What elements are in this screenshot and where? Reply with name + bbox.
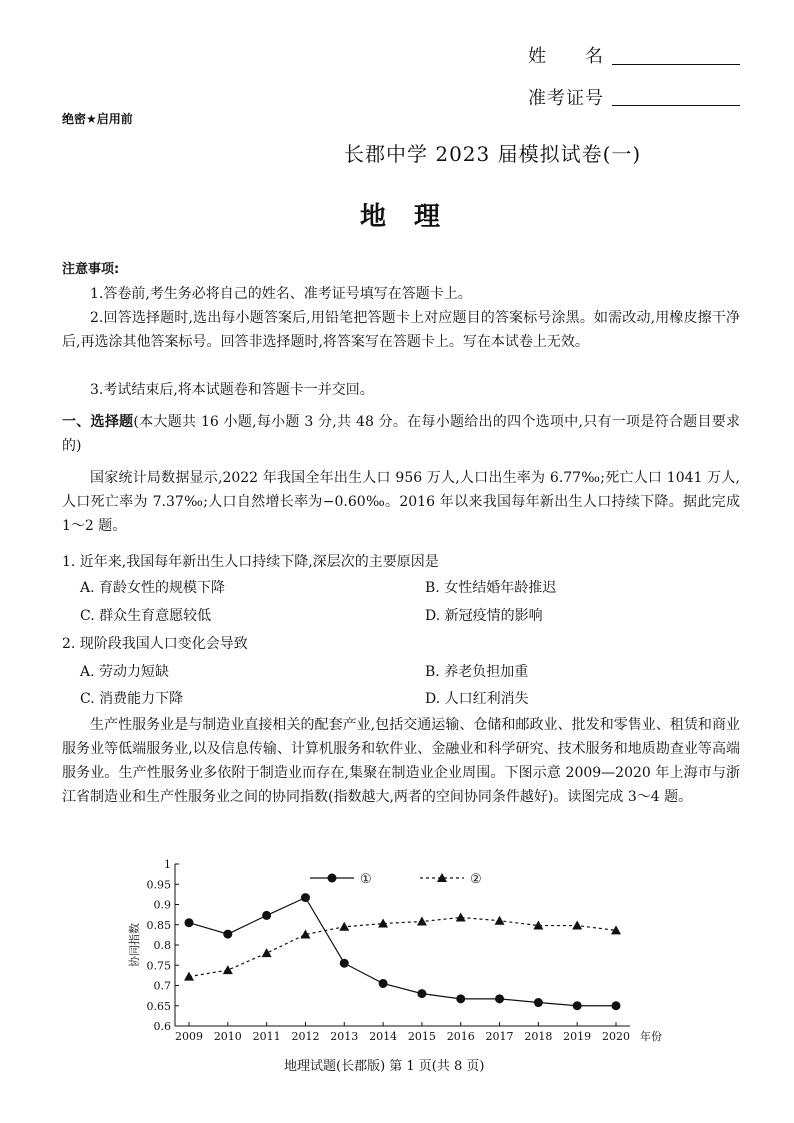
y-tick-label: 0.7	[153, 979, 171, 993]
series-2-line	[189, 917, 616, 976]
series-1-point	[456, 994, 465, 1003]
y-tick-label: 0.6	[153, 1020, 171, 1033]
passage-2: 生产性服务业是与制造业直接相关的配套产业,包括交通运输、仓储和邮政业、批发和零售业、租赁和商业服务业等低端服务业,以及信息传输、计算机服务和软件业、金融业和科学研究、技术服务和地质勘查业等高端服务业。生产性服务业多依附于制造业而存在,集聚在制造业企业周围。下图示意 2009—2020 年上海市与浙江省制造业和生产性服务业之间的协同指数(指数越大,两者的空间协同条件越好)。读图完成 3～4 题。	[62, 717, 740, 805]
series-2-point	[495, 916, 505, 925]
name-field-line[interactable]	[612, 63, 740, 65]
x-tick-label: 2013	[330, 1030, 359, 1043]
question-1-option-c[interactable]: C. 群众生育意愿较低	[80, 608, 212, 624]
x-tick-label: 2016	[446, 1030, 475, 1043]
x-tick-label: 2019	[563, 1030, 592, 1043]
series-1-point	[223, 930, 232, 939]
x-tick-label: 2011	[252, 1030, 281, 1043]
series-2-point	[184, 972, 194, 981]
y-tick-label: 1	[164, 858, 171, 871]
series-2-point	[572, 921, 582, 930]
section-one-heading	[62, 410, 740, 458]
question-2-option-d[interactable]: D. 人口红利消失	[425, 691, 529, 707]
y-tick-label: 0.9	[153, 898, 171, 912]
page-footer: 地理试题(长郡版) 第 1 页(共 8 页)	[284, 1059, 485, 1074]
series-2-point	[223, 965, 233, 974]
series-1-point	[262, 911, 271, 920]
note-item-1: 1.答卷前,考生务必将自己的姓名、准考证号填写在答题卡上。	[90, 286, 472, 302]
x-tick-label: 2010	[213, 1030, 242, 1043]
note-item-2: 2.回答选择题时,选出每小题答案后,用铅笔把答题卡上对应题目的答案标号涂黑。如需改动,用橡皮擦干净后,再选涂其他答案标号。回答非选择题时,将答案写在答题卡上。写在本试卷上无效。	[62, 310, 740, 350]
x-tick-label: 2012	[291, 1030, 320, 1043]
x-tick-label: 2017	[485, 1030, 514, 1043]
section-one-title: 一、选择题	[62, 414, 134, 430]
y-tick-label: 0.8	[153, 939, 171, 952]
question-1-stem: 1. 近年来,我国每年新出生人口持续下降,深层次的主要原因是	[62, 554, 439, 570]
series-2-point	[339, 922, 349, 931]
y-tick-label: 0.95	[146, 878, 171, 892]
confidential-label: 绝密★启用前	[62, 112, 133, 126]
question-1-option-a[interactable]: A. 育龄女性的规模下降	[80, 580, 226, 596]
note-item-3: 3.考试结束后,将本试题卷和答题卡一并交回。	[90, 382, 374, 398]
series-1-point	[379, 979, 388, 988]
series-1-point	[301, 893, 310, 902]
series-2-point	[417, 917, 427, 926]
exam-title: 长郡中学 2023 届模拟试卷(一)	[344, 142, 642, 166]
y-tick-label: 0.75	[146, 959, 171, 973]
series-1-point	[495, 994, 504, 1003]
y-tick-label: 0.85	[146, 918, 171, 932]
x-tick-label: 2009	[175, 1030, 203, 1043]
series-1-point	[573, 1001, 582, 1010]
series-2-point	[262, 948, 272, 957]
exam-id-field-line[interactable]	[612, 104, 740, 106]
synergy-index-chart	[110, 852, 710, 1052]
question-2-option-a[interactable]: A. 劳动力短缺	[80, 664, 170, 680]
x-axis-label: 年份	[640, 1030, 662, 1043]
section-one-instruction: (本大题共 16 小题,每小题 3 分,共 48 分。在每小题给出的四个选项中,只有一项是符合题目要求的)	[62, 414, 740, 454]
question-2-stem: 2. 现阶段我国人口变化会导致	[62, 636, 248, 652]
x-tick-label: 2014	[369, 1030, 398, 1043]
y-tick-label: 0.65	[146, 999, 171, 1013]
name-field-label: 姓 名	[528, 46, 604, 67]
series-2-point	[456, 912, 466, 921]
x-tick-label: 2018	[524, 1030, 553, 1043]
series-1-point	[612, 1001, 621, 1010]
x-tick-label: 2020	[602, 1030, 630, 1043]
y-axis-label: 协同指数	[128, 923, 141, 967]
series-1-point	[417, 989, 426, 998]
question-2-option-c[interactable]: C. 消费能力下降	[80, 691, 184, 707]
question-2-option-b[interactable]: B. 养老负担加重	[425, 664, 529, 680]
exam-id-field-label: 准考证号	[528, 88, 604, 109]
series-1-line	[189, 898, 616, 1006]
subject-title: 地理	[360, 202, 469, 232]
legend-series-1-label: ①	[360, 872, 372, 887]
x-tick-label: 2015	[407, 1030, 436, 1043]
question-1-option-b[interactable]: B. 女性结婚年龄推迟	[425, 580, 557, 596]
legend-series-1-marker	[328, 874, 337, 883]
series-1-point	[185, 918, 194, 927]
series-1-point	[340, 959, 349, 968]
passage-1: 国家统计局数据显示,2022 年我国全年出生人口 956 万人,人口出生率为 6.77‰;死亡人口 1041 万人,人口死亡率为 7.37‰;人口自然增长率为−0.60‰。2016 年以来我国每年新出生人口持续下降。据此完成 1～2 题。	[62, 470, 740, 534]
legend-series-2-label: ②	[470, 872, 482, 887]
series-1-point	[534, 998, 543, 1007]
question-1-option-d[interactable]: D. 新冠疫情的影响	[425, 608, 543, 624]
notes-heading: 注意事项:	[62, 262, 120, 277]
